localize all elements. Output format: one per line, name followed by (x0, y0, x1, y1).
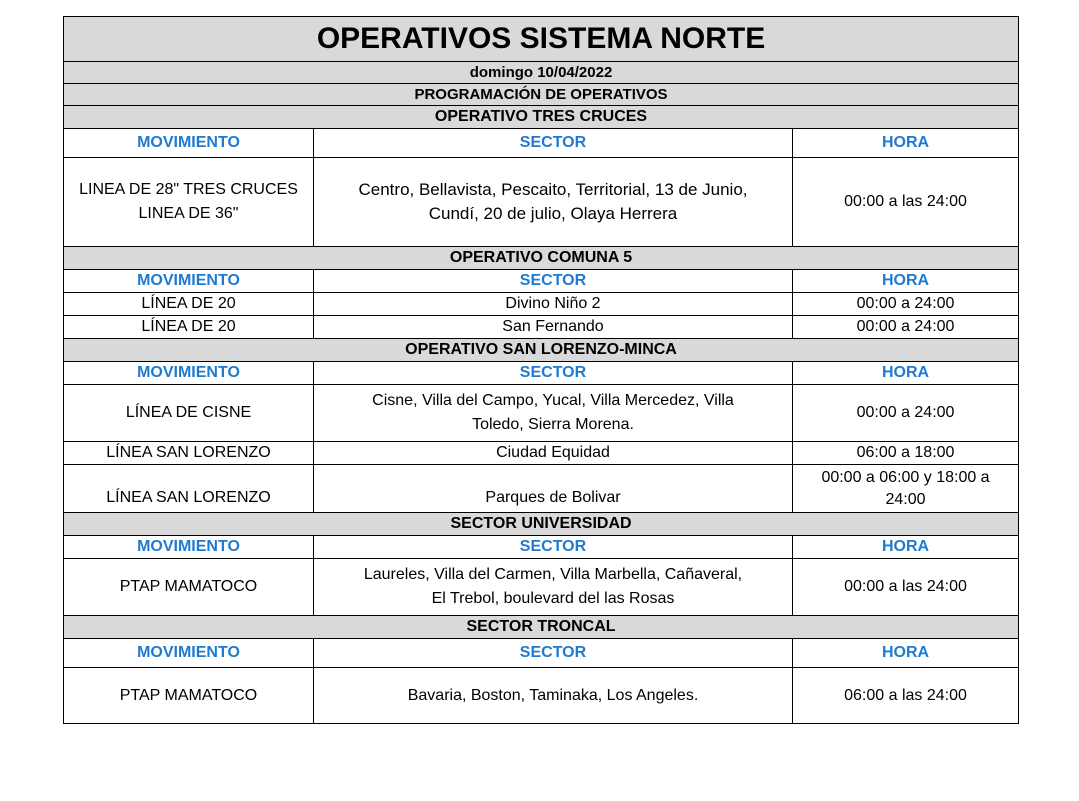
hora-cell: 00:00 a las 24:00 (793, 559, 1019, 616)
cell-line: Centro, Bellavista, Pescaito, Territorial, 13 de Junio, (358, 180, 748, 199)
operativos-table (63, 16, 1019, 724)
cell-line: Cisne, Villa del Campo, Yucal, Villa Mercedez, Villa (372, 392, 734, 409)
movimiento-cell: LÍNEA DE CISNE (64, 385, 314, 442)
column-header-sector: SECTOR (314, 362, 793, 385)
table-row (64, 385, 1019, 442)
section-title: SECTOR UNIVERSIDAD (64, 513, 1019, 536)
page-title: OPERATIVOS SISTEMA NORTE (64, 17, 1019, 62)
movimiento-cell: LÍNEA DE 20 (64, 316, 314, 339)
movimiento-cell: LÍNEA SAN LORENZO (64, 442, 314, 465)
column-header-sector: SECTOR (314, 129, 793, 158)
hora-cell: 06:00 a las 24:00 (793, 668, 1019, 724)
cell-line: LINEA DE 28" TRES CRUCES (79, 181, 298, 198)
table-row (64, 668, 1019, 724)
column-header-hora: HORA (793, 270, 1019, 293)
cell-line: 24:00 (885, 490, 926, 508)
table-row (64, 158, 1019, 247)
sector-cell (314, 385, 793, 442)
sector-cell: Bavaria, Boston, Taminaka, Los Angeles. (314, 668, 793, 724)
cell-line: LINEA DE 36" (138, 205, 239, 222)
hora-cell (793, 465, 1019, 513)
movimiento-cell: PTAP MAMATOCO (64, 668, 314, 724)
column-header-sector: SECTOR (314, 639, 793, 668)
hora-cell: 00:00 a 24:00 (793, 293, 1019, 316)
hora-cell: 00:00 a 24:00 (793, 316, 1019, 339)
table-row (64, 559, 1019, 616)
column-header-movimiento: MOVIMIENTO (64, 639, 314, 668)
column-header-sector: SECTOR (314, 536, 793, 559)
program-label: PROGRAMACIÓN DE OPERATIVOS (64, 84, 1019, 106)
cell-line: Toledo, Sierra Morena. (472, 416, 634, 433)
table-row (64, 465, 1019, 513)
cell-line: 00:00 a 06:00 y 18:00 a (821, 468, 990, 486)
table-row (64, 293, 1019, 316)
movimiento-cell (64, 158, 314, 247)
movimiento-cell: LÍNEA DE 20 (64, 293, 314, 316)
hora-cell: 00:00 a las 24:00 (793, 158, 1019, 247)
column-header-movimiento: MOVIMIENTO (64, 129, 314, 158)
cell-line: Cundí, 20 de julio, Olaya Herrera (428, 204, 678, 223)
column-header-hora: HORA (793, 362, 1019, 385)
column-header-movimiento: MOVIMIENTO (64, 536, 314, 559)
column-header-movimiento: MOVIMIENTO (64, 362, 314, 385)
section-title: SECTOR TRONCAL (64, 616, 1019, 639)
cell-line: Laureles, Villa del Carmen, Villa Marbella, Cañaveral, (363, 566, 743, 583)
table-row (64, 316, 1019, 339)
column-header-hora: HORA (793, 129, 1019, 158)
movimiento-cell: LÍNEA SAN LORENZO (64, 465, 314, 513)
sector-cell: Divino Niño 2 (314, 293, 793, 316)
sector-cell: Ciudad Equidad (314, 442, 793, 465)
column-header-sector: SECTOR (314, 270, 793, 293)
table-row (64, 442, 1019, 465)
sector-cell (314, 559, 793, 616)
column-header-movimiento: MOVIMIENTO (64, 270, 314, 293)
sector-cell: Parques de Bolivar (314, 465, 793, 513)
movimiento-cell: PTAP MAMATOCO (64, 559, 314, 616)
sector-cell (314, 158, 793, 247)
column-header-hora: HORA (793, 639, 1019, 668)
column-header-hora: HORA (793, 536, 1019, 559)
hora-cell: 06:00 a 18:00 (793, 442, 1019, 465)
hora-cell: 00:00 a 24:00 (793, 385, 1019, 442)
section-title: OPERATIVO SAN LORENZO-MINCA (64, 339, 1019, 362)
section-title: OPERATIVO COMUNA 5 (64, 247, 1019, 270)
sector-cell: San Fernando (314, 316, 793, 339)
cell-line: El Trebol, boulevard del las Rosas (431, 590, 675, 607)
date-label: domingo 10/04/2022 (64, 62, 1019, 84)
section-title: OPERATIVO TRES CRUCES (64, 106, 1019, 129)
